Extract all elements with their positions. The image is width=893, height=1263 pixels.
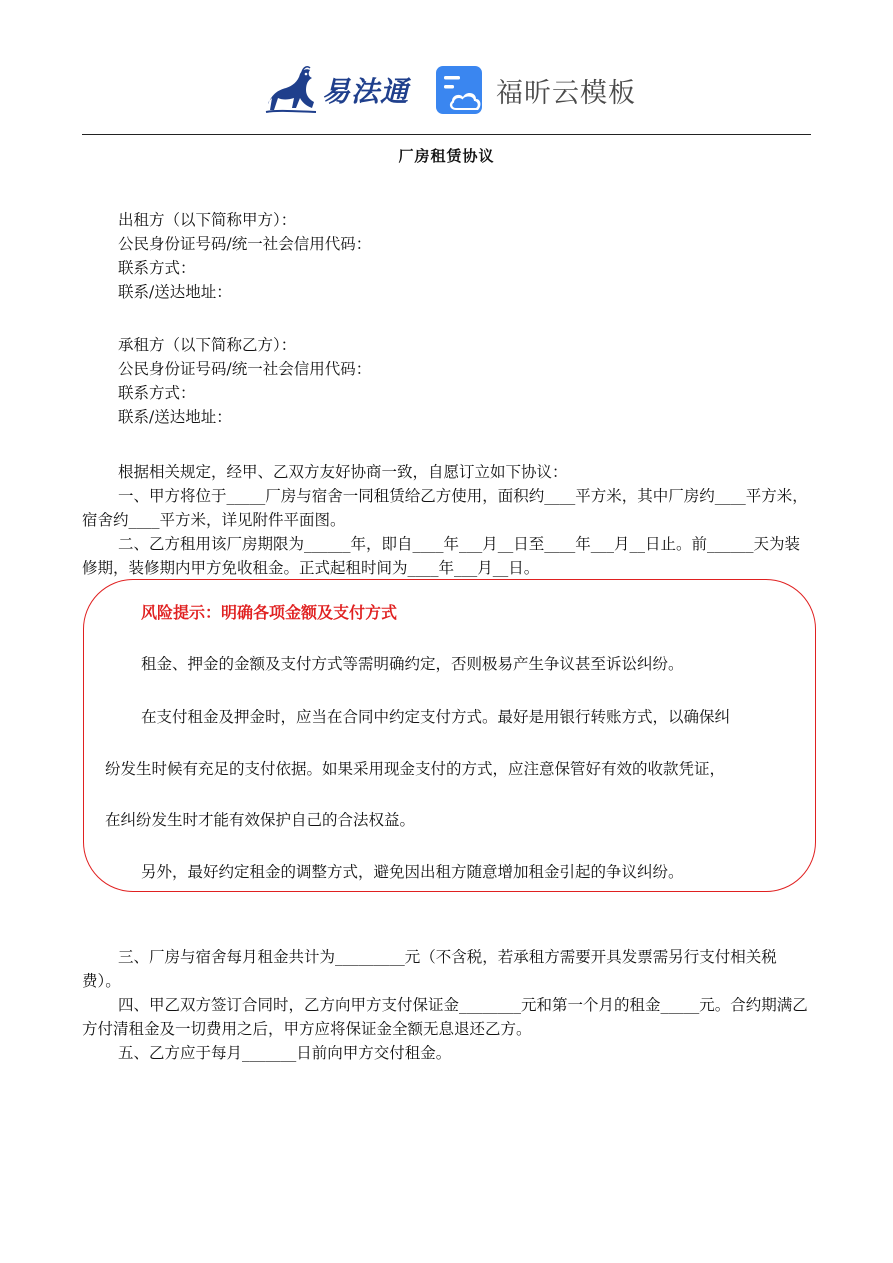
risk-notice-line: 另外，最好约定租金的调整方式，避免因出租方随意增加租金引起的争议纠纷。 (141, 863, 684, 881)
risk-notice-line: 租金、押金的金额及支付方式等需明确约定，否则极易产生争议甚至诉讼纠纷。 (141, 655, 684, 673)
clause-3: 三、厂房与宿舍每月租金共计为_________元（不含税，若承租方需要开具发票需另行支付相关税费）。 (82, 948, 777, 990)
qilin-icon (262, 64, 320, 116)
header-logos (0, 56, 893, 126)
lessor-name-label: 出租方（以下简称甲方）： (118, 211, 297, 229)
clause-4: 四、甲乙双方签订合同时，乙方向甲方支付保证金________元和第一个月的租金_____元。合约期满乙方付清租金及一切费用之后，甲方应将保证金全额无息退还乙方。 (82, 996, 808, 1038)
lessor-section (82, 208, 812, 304)
risk-notice-line: 在支付租金及押金时，应当在合同中约定支付方式。最好是用银行转账方式，以确保纠 (141, 708, 731, 726)
lessor-contact-label: 联系方式： (118, 259, 196, 277)
lessee-id-label: 公民身份证号码/统一社会信用代码： (118, 360, 372, 378)
clause-1: 一、甲方将位于_____厂房与宿舍一同租赁给乙方使用，面积约____平方米，其中厂房约____平方米，宿舍约____平方米，详见附件平面图。 (82, 487, 808, 529)
foxit-template-logo-text: 福昕云模板 (496, 77, 636, 109)
yifatong-logo (262, 62, 409, 118)
opening-clauses (82, 460, 812, 580)
intro-paragraph: 根据相关规定，经甲、乙双方友好协商一致，自愿订立如下协议： (118, 463, 568, 481)
risk-notice-line: 在纠纷发生时才能有效保护自己的合法权益。 (105, 811, 416, 829)
lessee-name-label: 承租方（以下简称乙方）： (118, 336, 297, 354)
lessor-id-label: 公民身份证号码/统一社会信用代码： (118, 235, 372, 253)
cloud-document-icon (434, 64, 486, 116)
header-divider (82, 134, 811, 135)
risk-notice-box (83, 579, 816, 892)
lessor-address-label: 联系/送达地址： (118, 283, 232, 301)
foxit-template-logo (434, 62, 636, 118)
yifatong-logo-text: 易法通 (322, 75, 410, 108)
document-title: 厂房租赁协议 (398, 147, 495, 165)
lessee-address-label: 联系/送达地址： (118, 408, 232, 426)
risk-notice-line: 纷发生时候有充足的支付依据。如果采用现金支付的方式，应注意保管好有效的收款凭证， (105, 760, 726, 778)
lessee-contact-label: 联系方式： (118, 384, 196, 402)
clause-2: 二、乙方租用该厂房期限为______年，即自____年___月__日至____年___月__日止。前______天为装修期，装修期内甲方免收租金。正式起租时间为____年___月__日。 (82, 535, 801, 577)
risk-notice-title: 风险提示：明确各项金额及支付方式 (141, 603, 398, 622)
lessee-section (82, 333, 812, 429)
clause-5: 五、乙方应于每月_______日前向甲方交付租金。 (118, 1044, 452, 1062)
payment-clauses (82, 945, 812, 1065)
